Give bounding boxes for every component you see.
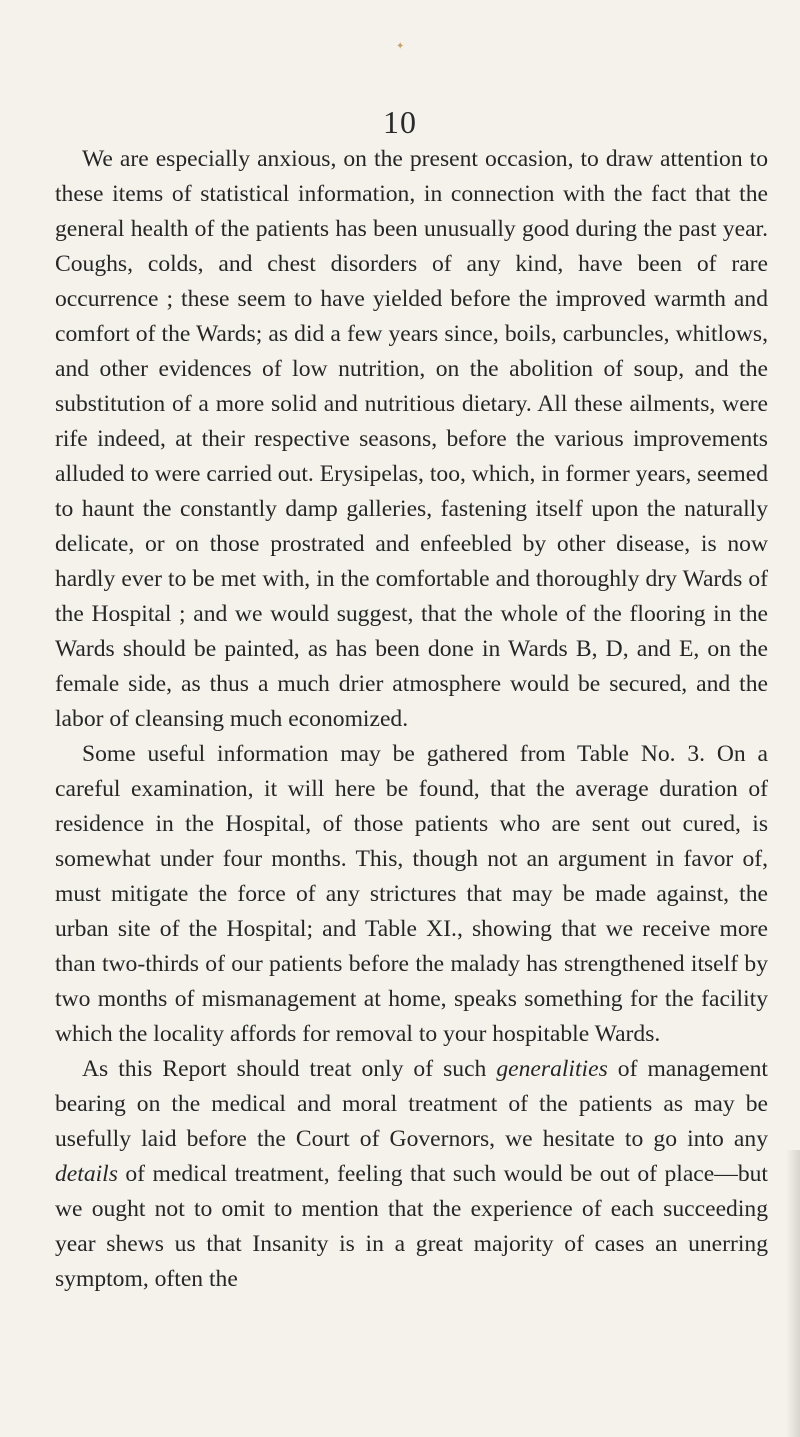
italic-details: details [55, 1161, 118, 1187]
body-text [55, 142, 768, 1297]
paragraph-1: We are especially anxious, on the present occasion, to draw attention to these items of statistical information, in connection with the fact that the general health of the patients has been unusually good during the past year. Coughs, colds, and chest disorders of any kind, have been of rare occurrence ; these seem to have yielded before the improved warmth and comfort of the Wards; as did a few years since, boils, carbuncles, whitlows, and other evidences of low nutrition, on the abolition of soup, and the substitution of a more solid and nutritious dietary. All these ailments, were rife indeed, at their respective seasons, before the various improvements alluded to were carried out. Erysipelas, too, which, in former years, seemed to haunt the constantly damp galleries, fastening itself upon the naturally delicate, or on those prostrated and enfeebled by other disease, is now hardly ever to be met with, in the comfortable and thoroughly dry Wards of the Hospital ; and we would suggest, that the whole of the flooring in the Wards should be painted, as has been done in Wards B, D, and E, on the female side, as thus a much drier atmosphere would be secured, and the labor of cleansing much economized. [55, 146, 768, 732]
paragraph-3-part-2: of management bearing on the medical and moral treatment of the patients as may be usefully laid before the Court of Governors, we hesitate to go into any [55, 1056, 768, 1152]
paragraph-3-part-1: As this Report should treat only of such [82, 1056, 497, 1082]
printer-ornament: ✦ [396, 41, 405, 52]
italic-generalities: generalities [496, 1056, 608, 1082]
paragraph-3-part-3: of medical treatment, feeling that such would be out of place—but we ought not to omit to mention that the experience of each succeeding year shews us that Insanity is in a great majority of cases an unerring symptom, often the [55, 1161, 768, 1292]
paragraph-3 [55, 1052, 768, 1297]
paragraph-2: Some useful information may be gathered from Table No. 3. On a careful examination, it will here be found, that the average duration of residence in the Hospital, of those patients who are sent out cured, is somewhat under four months. This, though not an argument in favor of, must mitigate the force of any strictures that may be made against, the urban site of the Hospital; and Table XI., showing that we receive more than two-thirds of our patients before the malady has strengthened itself by two months of mismanagement at home, speaks something for the facility which the locality affords for removal to your hospitable Wards. [55, 741, 768, 1047]
page-number: 10 [383, 104, 417, 140]
page-edge-shadow [786, 1150, 800, 1437]
